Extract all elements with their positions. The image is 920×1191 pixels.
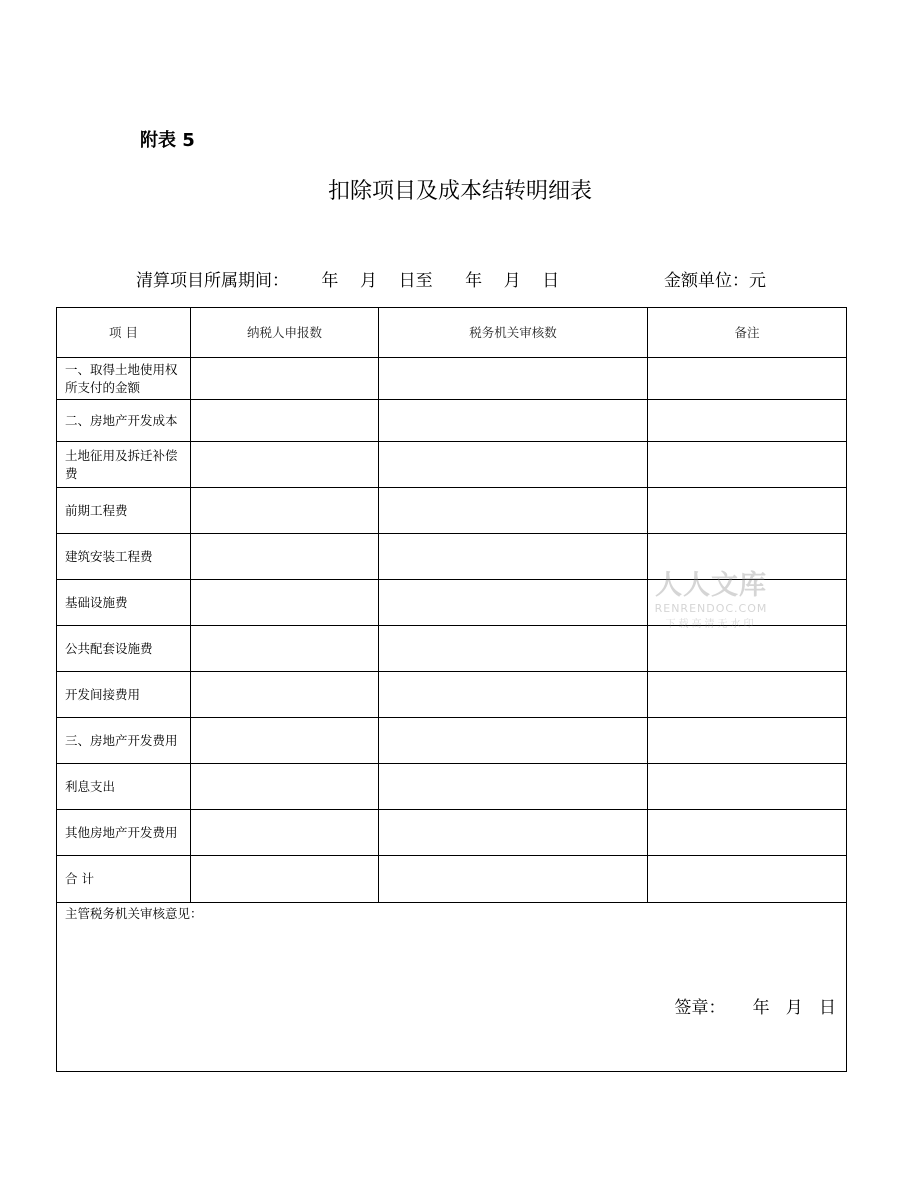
remarks-cell[interactable] — [648, 764, 847, 810]
row-item-label: 二、房地产开发成本 — [57, 400, 191, 442]
row-item-label: 一、取得土地使用权所支付的金额 — [57, 358, 191, 400]
row-item-label: 公共配套设施费 — [57, 626, 191, 672]
header-declared: 纳税人申报数 — [191, 308, 379, 358]
signature-date: 签章： 年 月 日 — [674, 998, 836, 1018]
header-audited: 税务机关审核数 — [379, 308, 648, 358]
declared-cell[interactable] — [191, 442, 379, 488]
declared-cell[interactable] — [191, 764, 379, 810]
audited-cell[interactable] — [379, 764, 648, 810]
appendix-label: 附表 5 — [140, 130, 195, 151]
table-row — [57, 672, 847, 718]
declared-cell[interactable] — [191, 358, 379, 400]
deduction-table — [56, 307, 847, 1072]
declared-cell[interactable] — [191, 400, 379, 442]
audited-cell[interactable] — [379, 718, 648, 764]
remarks-cell[interactable] — [648, 442, 847, 488]
audited-cell[interactable] — [379, 488, 648, 534]
audited-cell[interactable] — [379, 358, 648, 400]
table-header-row — [57, 308, 847, 358]
remarks-cell[interactable] — [648, 856, 847, 903]
remarks-cell[interactable] — [648, 400, 847, 442]
remarks-cell[interactable] — [648, 488, 847, 534]
row-item-label: 三、房地产开发费用 — [57, 718, 191, 764]
row-item-label: 土地征用及拆迁补偿费 — [57, 442, 191, 488]
audited-cell[interactable] — [379, 856, 648, 903]
row-item-label: 利息支出 — [57, 764, 191, 810]
opinion-row — [57, 903, 847, 1072]
watermark — [648, 563, 774, 630]
table-row — [57, 442, 847, 488]
table-row — [57, 810, 847, 856]
period-label: 清算项目所属期间： 年 月 日至 年 月 日 — [136, 271, 560, 291]
table-row — [57, 358, 847, 400]
audited-cell[interactable] — [379, 626, 648, 672]
row-item-label: 合 计 — [57, 856, 191, 903]
remarks-cell[interactable] — [648, 718, 847, 764]
header-remarks: 备注 — [648, 308, 847, 358]
opinion-label: 主管税务机关审核意见： — [65, 906, 203, 921]
table-row — [57, 764, 847, 810]
declared-cell[interactable] — [191, 488, 379, 534]
remarks-cell[interactable] — [648, 626, 847, 672]
audited-cell[interactable] — [379, 442, 648, 488]
row-item-label: 基础设施费 — [57, 580, 191, 626]
row-item-label: 开发间接费用 — [57, 672, 191, 718]
form-title: 扣除项目及成本结转明细表 — [327, 179, 592, 204]
opinion-cell[interactable] — [57, 903, 847, 1072]
table-row — [57, 856, 847, 903]
audited-cell[interactable] — [379, 810, 648, 856]
header-item: 项 目 — [57, 308, 191, 358]
row-item-label: 其他房地产开发费用 — [57, 810, 191, 856]
declared-cell[interactable] — [191, 534, 379, 580]
declared-cell[interactable] — [191, 672, 379, 718]
table-row — [57, 400, 847, 442]
watermark-slogan: 下载高清无水印 — [665, 619, 757, 630]
amount-unit: 金额单位：元 — [664, 271, 766, 291]
audited-cell[interactable] — [379, 534, 648, 580]
table-row — [57, 488, 847, 534]
declared-cell[interactable] — [191, 810, 379, 856]
declared-cell[interactable] — [191, 856, 379, 903]
row-item-label: 前期工程费 — [57, 488, 191, 534]
declared-cell[interactable] — [191, 718, 379, 764]
remarks-cell[interactable] — [648, 810, 847, 856]
remarks-cell[interactable] — [648, 358, 847, 400]
audited-cell[interactable] — [379, 580, 648, 626]
table-row — [57, 626, 847, 672]
row-item-label: 建筑安装工程费 — [57, 534, 191, 580]
remarks-cell[interactable] — [648, 672, 847, 718]
table-row — [57, 718, 847, 764]
declared-cell[interactable] — [191, 626, 379, 672]
declared-cell[interactable] — [191, 580, 379, 626]
watermark-brand: 人人文库 — [655, 570, 767, 601]
audited-cell[interactable] — [379, 672, 648, 718]
audited-cell[interactable] — [379, 400, 648, 442]
watermark-domain: RENRENDOC.COM — [654, 602, 768, 615]
